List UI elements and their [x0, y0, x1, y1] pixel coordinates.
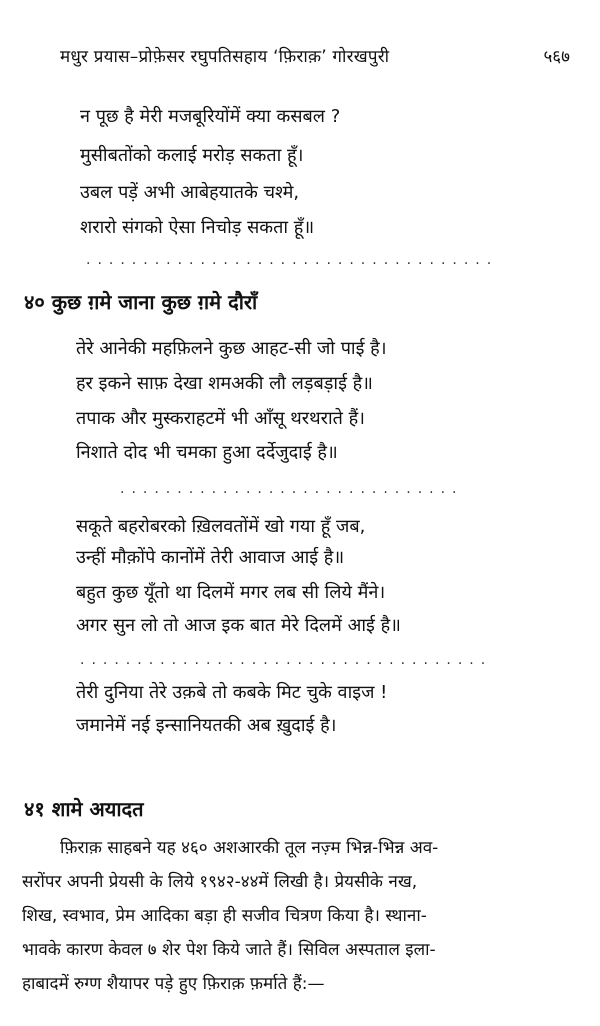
prose-line: शिख, स्वभाव, प्रेम आदिका बड़ा ही सजीव चित्रण किया है। स्थाना- — [22, 906, 427, 926]
separator-dots: .............................. — [120, 481, 464, 497]
verse-line: उबल पड़ें अभी आबेहयातके चश्मे, — [80, 182, 300, 203]
prose-line: फ़िराक़ साहबने यह ४६० अशआरकी तूल नज़्म भिन्न-भिन्न अव- — [60, 838, 439, 858]
separator-dots: .................................... — [80, 652, 493, 668]
verse-line: न पूछ है मेरी मजबूरियोंमें क्या कसबल ? — [80, 106, 341, 127]
separator-dots: .................................... — [86, 252, 499, 268]
page-number: ५६७ — [543, 47, 570, 67]
running-title: मधुर प्रयास–प्रोफ़ेसर रघुपतिसहाय ‘फ़िराक़’ गोरखपुरी — [60, 47, 390, 67]
verse-line: बहुत कुछ यूँतो था दिलमें मगर लब सी लिये मैंने। — [76, 582, 386, 603]
prose-line: भावके कारण केवल ७ शेर पेश किये जाते हैं। सिविल अस्पताल इला- — [22, 940, 436, 960]
verse-line: तपाक और मुस्कराहटमें भी आँसू थरथराते हैं। — [76, 408, 365, 429]
verse-line: निशाते दोद भी चमका हुआ दर्देजुदाई है॥ — [76, 442, 338, 463]
verse-line: सकूते बहरोबरको ख़िलवतोंमें खो गया हूँ जब, — [76, 516, 366, 537]
verse-line: अगर सुन लो तो आज इक बात मेरे दिलमें आई है॥ — [76, 615, 401, 636]
section-heading-41: ४१ शामे अयादत — [24, 797, 144, 821]
prose-line: हाबादमें रुग्ण शैयापर पड़े हुए फ़िराक़ फ़र्माते हैं:— — [22, 974, 325, 994]
verse-line: हर इकने साफ़ देखा शमअकी लौ लड़बड़ाई है॥ — [76, 373, 373, 394]
verse-line: शरारो संगको ऐसा निचोड़ सकता हूँ॥ — [80, 217, 315, 238]
verse-line: मुसीबतोंको कलाई मरोड़ सकता हूँ। — [80, 145, 304, 166]
verse-line: जमानेमें नई इन्सानियतकी अब ख़ुदाई है। — [76, 715, 337, 736]
page-header — [60, 44, 570, 78]
verse-line: तेरे आनेकी महफ़िलने कुछ आहट-सी जो पाई है। — [76, 338, 387, 359]
verse-line: उन्हीं मौक़ोंपे कानोंमें तेरी आवाज आई है॥ — [76, 547, 345, 568]
verse-line: तेरी दुनिया तेरे उक़बे तो कबके मिट चुके वाइज ! — [76, 682, 388, 703]
section-heading-40: ४० कुछ ग़मे जाना कुछ ग़मे दौराँ — [24, 290, 258, 314]
prose-line: सरोंपर अपनी प्रेयसी के लिये १९४२-४४में लिखी है। प्रेयसीके नख, — [22, 872, 418, 892]
